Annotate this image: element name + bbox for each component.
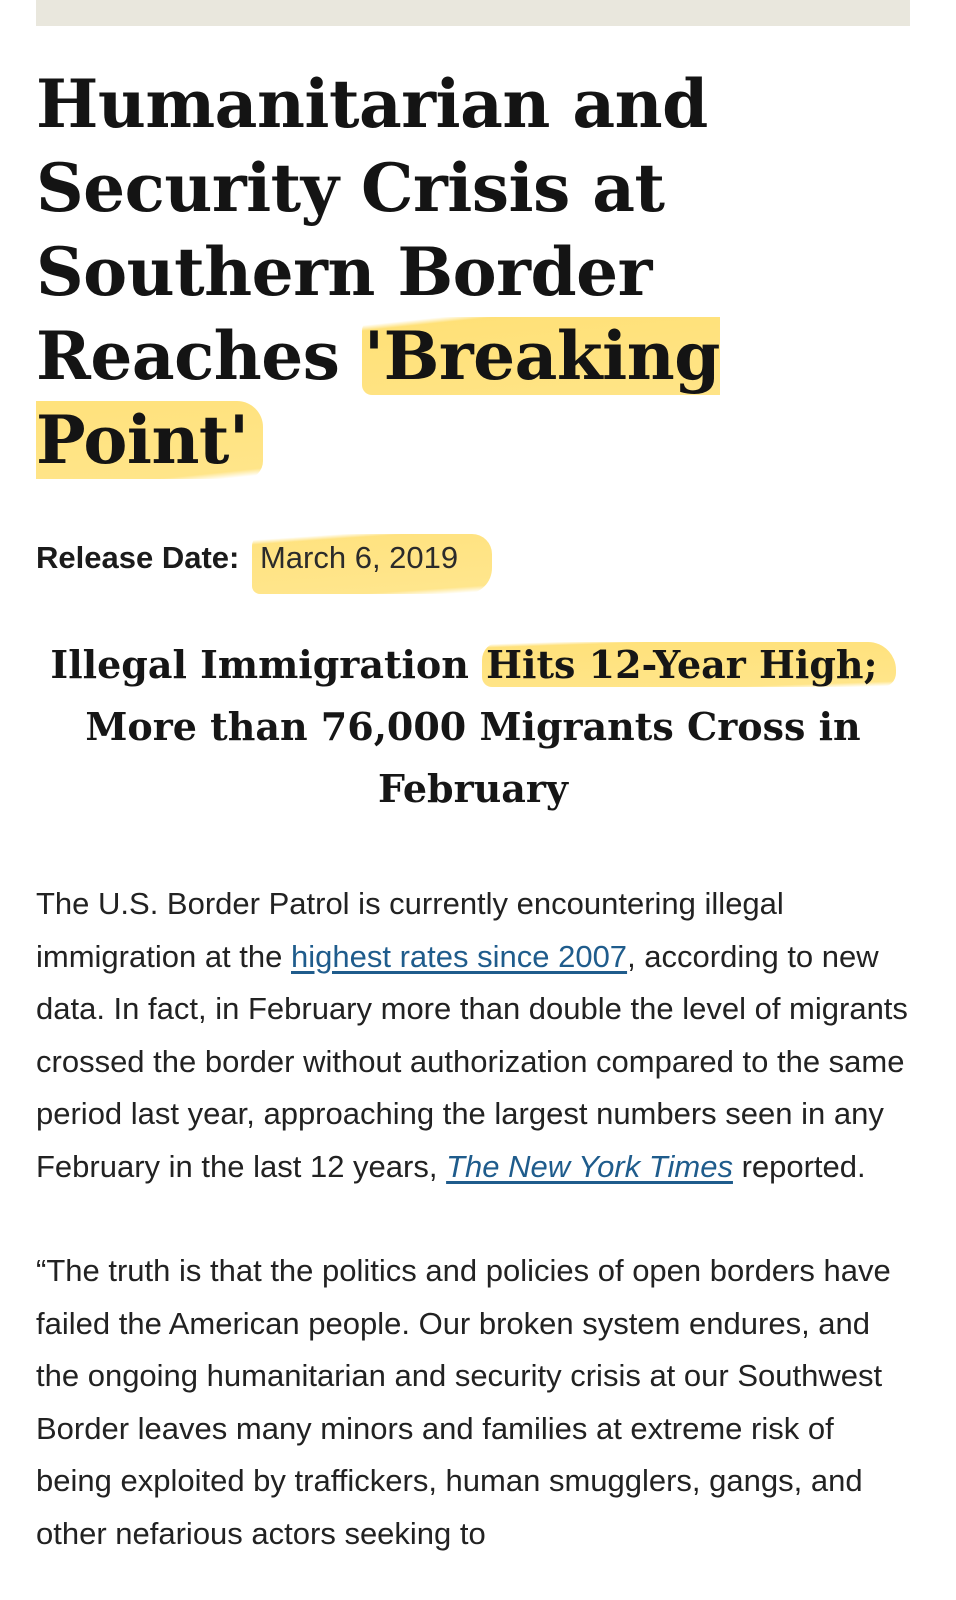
paragraph-text: The U.S. Border Patrol is currently encountering illegal immigration at the — [36, 886, 784, 974]
article-content — [36, 62, 910, 1560]
release-date-value: March 6, 2019 — [252, 534, 492, 594]
release-date-line — [36, 534, 910, 594]
highest-rates-link[interactable]: highest rates since 2007 — [291, 938, 628, 974]
nyt-link[interactable]: The New York Times — [446, 1148, 733, 1184]
article-subheadline — [36, 634, 910, 820]
top-banner — [36, 0, 910, 26]
paragraph-quote: “The truth is that the politics and policies of open borders have failed the American people. Our broken system endures, and the ongoing humanitarian and security crisis at our Southwest Border leaves many minors and families at extreme risk of being exploited by traffickers, human smugglers, gangs, and other nefarious actors seeking to — [36, 1253, 891, 1551]
release-date-label: Release Date: — [36, 540, 240, 575]
subheadline-text-rest: More than 76,000 Migrants Cross in February — [85, 704, 861, 811]
paragraph-text: reported. — [732, 1148, 866, 1184]
paragraph-text: , according to new data. In fact, in February more than double the level of migrants crossed the border without authorization compared to the same period last year, approaching the largest numbers seen in any February in the last 12 years, — [36, 938, 908, 1184]
subheadline-text: Illegal Immigration — [50, 642, 483, 687]
subheadline-highlight: Hits 12-Year High; — [482, 642, 895, 687]
article-headline — [36, 62, 910, 482]
paragraph-intro — [36, 878, 910, 1193]
headline-text: Humanitarian and Security Crisis at Southern Border Reaches — [36, 65, 708, 395]
headline-highlight: 'Breaking Point' — [36, 317, 720, 479]
